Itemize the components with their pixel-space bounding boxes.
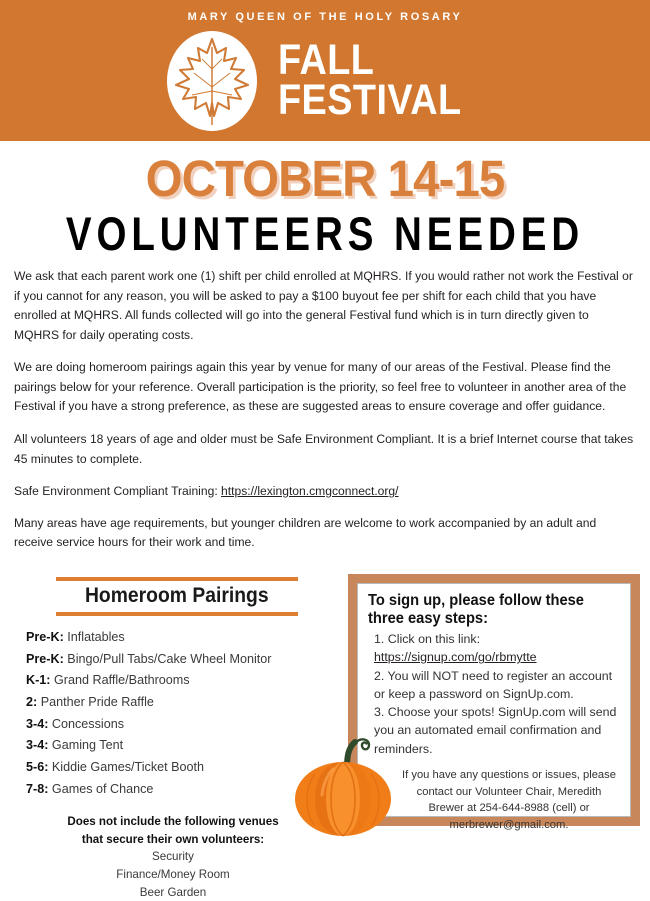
paragraph-safe-environment: All volunteers 18 years of age and older must be Safe Environment Compliant. It is a brief Internet course that takes 45 minutes to complete. — [14, 432, 634, 466]
paragraph-pairings-intro: We are doing homeroom pairings again this year by venue for many of our areas of the Festival. Please find the pairings below for your reference. Overall participation is the priority, so feel free to volunteer in another area of the Festival if you have a strong preference, as these are suggested areas to ensure coverage and offer guidance. — [14, 360, 627, 414]
list-item — [26, 627, 342, 649]
signup-step-1-label: 1. Click on this link: — [374, 632, 481, 647]
festival-wordmark — [277, 36, 487, 124]
pairing-venue: Bingo/Pull Tabs/Cake Wheel Monitor — [67, 651, 272, 666]
pairings-heading — [56, 577, 298, 616]
paragraph-age-requirements: Many areas have age requirements, but younger children are welcome to work accompanied by an adult and receive service hours for their work and time. — [14, 515, 597, 550]
excluded-venues-note — [26, 813, 320, 901]
list-item — [26, 670, 342, 692]
pumpkin-icon — [291, 729, 395, 839]
signup-step-2: 2. You will NOT need to register an account or keep a password on SignUp.com. — [374, 668, 613, 701]
list-item — [26, 692, 342, 714]
signup-box-inner — [357, 583, 631, 832]
wordmark-line-1: FALL — [277, 36, 375, 85]
excluded-venues-heading-line-2: that secure their own volunteers: — [81, 832, 265, 846]
pairing-venue: Inflatables — [67, 629, 125, 644]
signup-link[interactable]: https://signup.com/go/rbmytte — [374, 650, 537, 665]
signup-step-3: 3. Choose your spots! SignUp.com will send you an automated email confirmation and reminders. — [374, 705, 617, 756]
safe-environment-training-link[interactable]: https://lexington.cmgconnect.org/ — [221, 484, 399, 499]
pairing-venue: Kiddie Games/Ticket Booth — [51, 759, 205, 774]
excluded-venue-item: Security — [152, 850, 194, 864]
pairing-grade: Pre-K: — [26, 629, 64, 644]
pairing-venue: Gaming Tent — [51, 738, 124, 753]
pairing-venue: Concessions — [51, 716, 125, 731]
pairing-venue: Panther Pride Raffle — [40, 694, 154, 709]
pairing-grade: 3-4: — [26, 738, 49, 753]
body-copy — [0, 261, 650, 553]
excluded-venues-heading-line-1: Does not include the following venues — [67, 815, 279, 829]
paragraph-training-link — [14, 482, 636, 502]
excluded-venue-item: Beer Garden — [139, 885, 207, 899]
list-item — [26, 649, 342, 671]
pairing-venue: Games of Chance — [51, 781, 154, 796]
pairing-grade: 2: — [26, 694, 38, 709]
wordmark-line-2: FESTIVAL — [277, 76, 462, 124]
page-title: VOLUNTEERS NEEDED — [65, 207, 585, 260]
training-label: Safe Environment Compliant Training: — [14, 484, 222, 499]
pairing-grade: Pre-K: — [26, 651, 64, 666]
signup-title: To sign up, please follow these three easy steps: — [368, 591, 584, 627]
pairing-grade: 3-4: — [26, 716, 49, 731]
parish-name: MARY QUEEN OF THE HOLY ROSARY — [187, 11, 463, 23]
pairing-grade: K-1: — [26, 673, 51, 688]
pairing-grade: 5-6: — [26, 759, 49, 774]
header-banner — [0, 0, 650, 141]
pairings-heading-label: Homeroom Pairings — [85, 583, 269, 607]
logo-row — [0, 29, 650, 133]
paragraph-buyout: We ask that each parent work one (1) shift per child enrolled at MQHRS. If you would rather not work the Festival or if you cannot for any reason, you will be asked to pay a $100 buyout fee per shift for each child that you have enrolled at MQHRS. All funds collected will go into the general Festival fund which is in turn directly given to MQHRS for daily operating costs. — [14, 269, 633, 342]
pairing-venue: Grand Raffle/Bathrooms — [54, 673, 190, 688]
contact-note: If you have any questions or issues, please contact our Volunteer Chair, Meredith Brewer at 254-644-8988 (cell) or merbrewer@gmail.com. — [402, 768, 616, 832]
maple-leaf-icon — [164, 29, 260, 133]
signup-steps — [374, 630, 622, 758]
pairing-grade: 7-8: — [26, 781, 49, 796]
event-date: OCTOBER 14-15 — [145, 150, 505, 207]
excluded-venue-item: Finance/Money Room — [116, 868, 230, 882]
